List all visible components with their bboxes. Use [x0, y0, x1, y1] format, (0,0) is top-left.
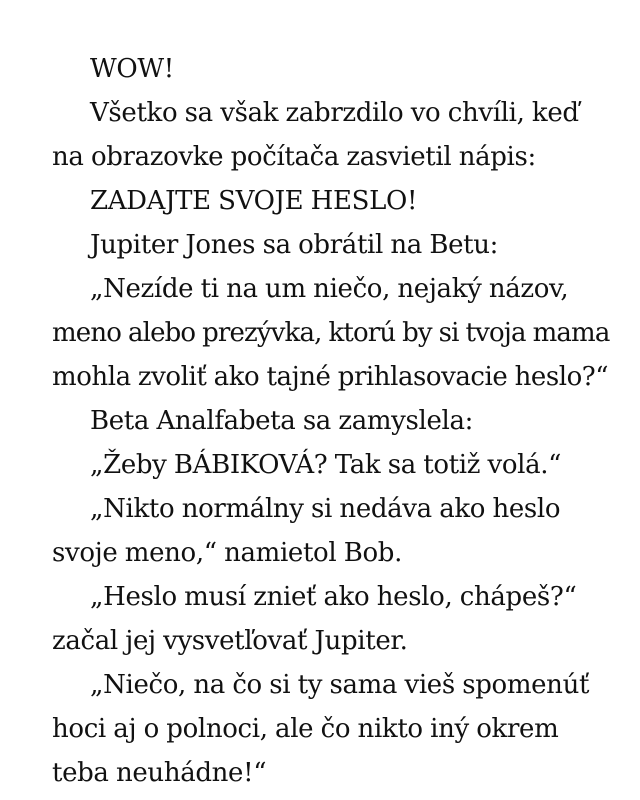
- text-line: na obrazovke počítača zasvietil nápis:: [52, 142, 536, 172]
- text-line: „Nezíde ti na um niečo, nejaký názov,: [90, 274, 569, 304]
- text-line: ZADAJTE SVOJE HESLO!: [90, 186, 418, 216]
- text-line: „Niečo, na čo si ty sama vieš spomenúť: [90, 670, 590, 700]
- text-line: hoci aj o polnoci, ale čo nikto iný okrem: [52, 714, 559, 744]
- text-line: mohla zvoliť ako tajné prihlasovacie heslo?“: [52, 362, 609, 392]
- text-line: začal jej vysvetľovať Jupiter.: [52, 626, 408, 656]
- text-line: svoje meno,“ namietol Bob.: [52, 538, 403, 568]
- text-line: Beta Analfabeta sa zamyslela:: [90, 406, 474, 436]
- text-line: „Heslo musí znieť ako heslo, chápeš?“: [90, 582, 577, 612]
- text-line: WOW!: [90, 54, 174, 84]
- text-line: meno alebo prezývka, ktorú by si tvoja mama: [52, 318, 610, 348]
- text-line: „Nikto normálny si nedáva ako heslo: [90, 494, 561, 524]
- page-text: [52, 47, 612, 795]
- text-line: Jupiter Jones sa obrátil na Betu:: [90, 230, 499, 260]
- text-line: Všetko sa však zabrzdilo vo chvíli, keď: [90, 98, 579, 128]
- text-line: „Žeby BÁBIKOVÁ? Tak sa totiž volá.“: [90, 450, 562, 480]
- text-line: teba neuhádne!“: [52, 758, 267, 788]
